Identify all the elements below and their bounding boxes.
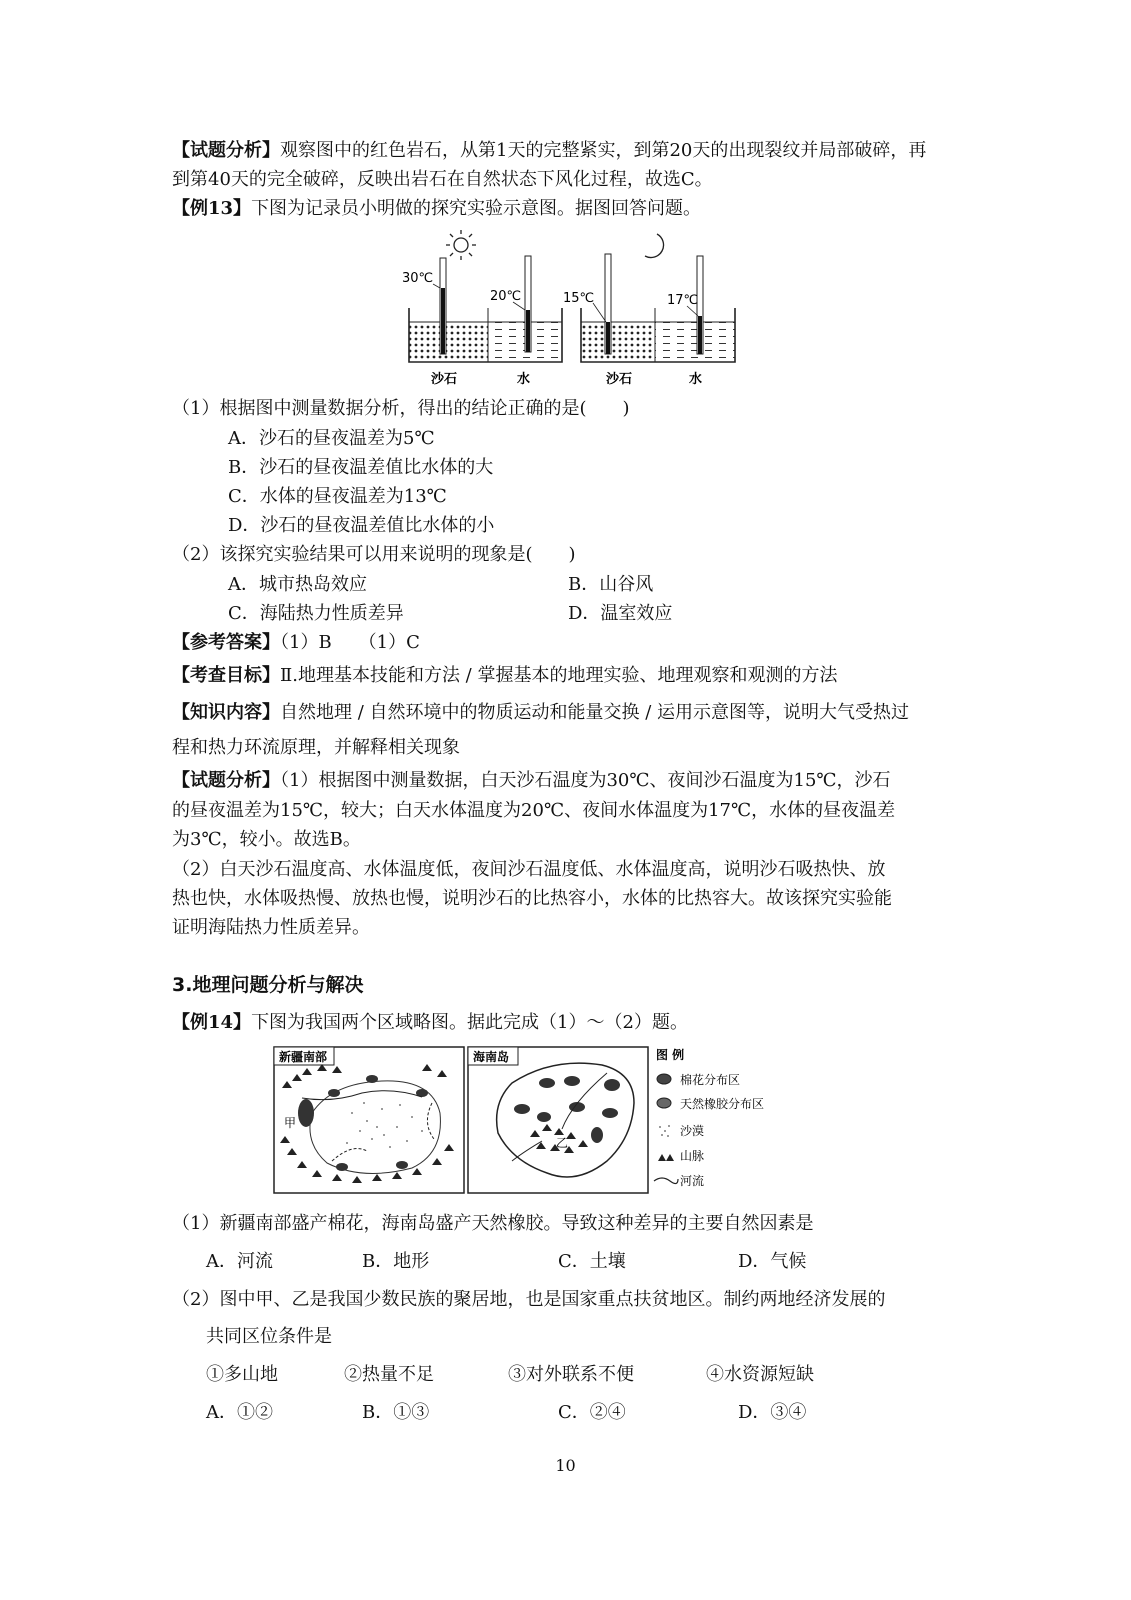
night-sand-temp: 15℃	[563, 291, 595, 306]
legend-river: 河流	[680, 1174, 705, 1188]
q13-2-option-c: C．海陆热力性质差异	[228, 603, 404, 624]
q14-1-option-c: C．土壤	[558, 1251, 626, 1272]
legend-rubber: 天然橡胶分布区	[680, 1097, 765, 1111]
example-13-label: 【例13】	[172, 198, 252, 219]
analysis-13-line-2: 的昼夜温差为15℃，较大；白天水体温度为20℃、夜间水体温度为17℃，水体的昼夜温差	[172, 800, 896, 821]
analysis-13-line-5: 热也快，水体吸热慢、放热也慢，说明沙石的比热容小，水体的比热容大。故该探究实验能	[172, 888, 892, 909]
example-14-stem	[172, 1010, 688, 1036]
q13-1-option-d: D．沙石的昼夜温差值比水体的小	[228, 515, 495, 536]
legend-rubber-icon	[657, 1098, 671, 1108]
night-beaker	[563, 254, 735, 387]
knowledge-text: 自然地理 / 自然环境中的物质运动和能量交换 / 运用示意图等，说明大气受热过	[280, 702, 910, 723]
day-sand-temp: 30℃	[402, 271, 434, 286]
legend-cotton: 棉花分布区	[680, 1073, 741, 1087]
map-legend	[654, 1047, 764, 1188]
place-jia: 甲	[284, 1116, 297, 1130]
q13-1-option-b: B．沙石的昼夜温差值比水体的大	[228, 457, 494, 478]
analysis-12-line-1	[172, 138, 926, 164]
answer-text: （1）B （1）C	[280, 632, 420, 653]
analysis-13-label: 【试题分析】	[172, 770, 280, 791]
q14-2-stem-1: （2）图中甲、乙是我国少数民族的聚居地，也是国家重点扶贫地区。制约两地经济发展的	[172, 1289, 886, 1310]
knowledge-line-1	[172, 700, 909, 726]
analysis-12-line-2: 到第40天的完全破碎，反映出岩石在自然状态下风化过程，故选C。	[172, 169, 713, 190]
page-number: 10	[555, 1456, 576, 1475]
hainan-title: 海南岛	[473, 1050, 510, 1064]
answer-line	[172, 630, 420, 656]
analysis-label: 【试题分析】	[172, 140, 280, 161]
q14-1-option-d: D．气候	[738, 1251, 807, 1272]
analysis-13-line-1	[172, 768, 891, 794]
night-label-water: 水	[689, 372, 703, 387]
example-14-label: 【例14】	[172, 1012, 252, 1033]
answer-label: 【参考答案】	[172, 632, 280, 653]
legend-mountain-icon	[658, 1154, 674, 1161]
section-3-title: 3.地理问题分析与解决	[172, 974, 364, 996]
q14-2-stem-2: 共同区位条件是	[206, 1326, 332, 1347]
region-map-figure	[272, 1043, 812, 1197]
q13-2-option-b: B．山谷风	[568, 574, 654, 595]
experiment-figure	[395, 228, 740, 390]
q13-1-stem: （1）根据图中测量数据分析，得出的结论正确的是( )	[172, 398, 630, 419]
q14-2-option-a: A．①②	[206, 1402, 273, 1423]
day-water-temp: 20℃	[490, 289, 522, 304]
q14-2-item-2: ②热量不足	[344, 1364, 434, 1385]
example-14-stem-text: 下图为我国两个区域略图。据此完成（1）～（2）题。	[251, 1012, 688, 1033]
day-label-water: 水	[517, 372, 531, 387]
analysis-13-text: （1）根据图中测量数据，白天沙石温度为30℃、夜间沙石温度为15℃，沙石	[280, 770, 891, 791]
legend-cotton-icon	[657, 1074, 671, 1084]
sun-icon	[446, 230, 476, 260]
knowledge-line-2: 程和热力环流原理，并解释相关现象	[172, 737, 460, 758]
legend-river-icon	[654, 1178, 678, 1184]
analysis-text: 观察图中的红色岩石，从第1天的完整紧实，到第20天的出现裂纹并局部破碎，再	[280, 140, 927, 161]
knowledge-label: 【知识内容】	[172, 702, 280, 723]
q13-1-option-a: A．沙石的昼夜温差为5℃	[228, 428, 435, 449]
place-yi: 乙	[556, 1136, 569, 1150]
example-13-stem-text: 下图为记录员小明做的探究实验示意图。据图回答问题。	[251, 198, 702, 219]
q14-2-option-c: C．②④	[558, 1402, 626, 1423]
goal-text: Ⅱ.地理基本技能和方法 / 掌握基本的地理实验、地理观察和观测的方法	[280, 665, 838, 686]
analysis-13-line-6: 证明海陆热力性质差异。	[172, 917, 370, 938]
q13-1-option-c: C．水体的昼夜温差为13℃	[228, 486, 447, 507]
moon-icon	[645, 234, 664, 258]
q14-1-stem: （1）新疆南部盛产棉花，海南岛盛产天然橡胶。导致这种差异的主要自然因素是	[172, 1213, 814, 1234]
goal-line	[172, 663, 837, 689]
legend-desert: 沙漠	[680, 1124, 705, 1138]
day-label-sand: 沙石	[431, 372, 458, 387]
q13-2-option-d: D．温室效应	[568, 603, 673, 624]
legend-title: 图 例	[656, 1048, 685, 1062]
q14-2-item-1: ①多山地	[206, 1364, 278, 1385]
analysis-13-line-4: （2）白天沙石温度高、水体温度低，夜间沙石温度低、水体温度高，说明沙石吸热快、放	[172, 859, 886, 880]
legend-desert-icon	[659, 1125, 670, 1137]
night-label-sand: 沙石	[606, 372, 633, 387]
xinjiang-title: 新疆南部	[279, 1050, 328, 1064]
q13-2-option-a: A．城市热岛效应	[228, 574, 367, 595]
q14-2-item-3: ③对外联系不便	[508, 1364, 634, 1385]
q14-2-item-4: ④水资源短缺	[706, 1364, 814, 1385]
legend-mountain: 山脉	[680, 1149, 705, 1163]
example-13-stem	[172, 196, 701, 222]
xinjiang-map	[274, 1047, 464, 1193]
q14-2-option-d: D．③④	[738, 1402, 807, 1423]
q13-2-stem: （2）该探究实验结果可以用来说明的现象是( )	[172, 544, 576, 565]
day-beaker	[402, 256, 562, 387]
q14-1-option-a: A．河流	[206, 1251, 273, 1272]
q14-2-option-b: B．①③	[362, 1402, 430, 1423]
analysis-13-line-3: 为3℃，较小。故选B。	[172, 829, 361, 850]
hainan-map	[468, 1047, 648, 1193]
goal-label: 【考查目标】	[172, 665, 280, 686]
q14-1-option-b: B．地形	[362, 1251, 430, 1272]
night-water-temp: 17℃	[667, 293, 699, 308]
